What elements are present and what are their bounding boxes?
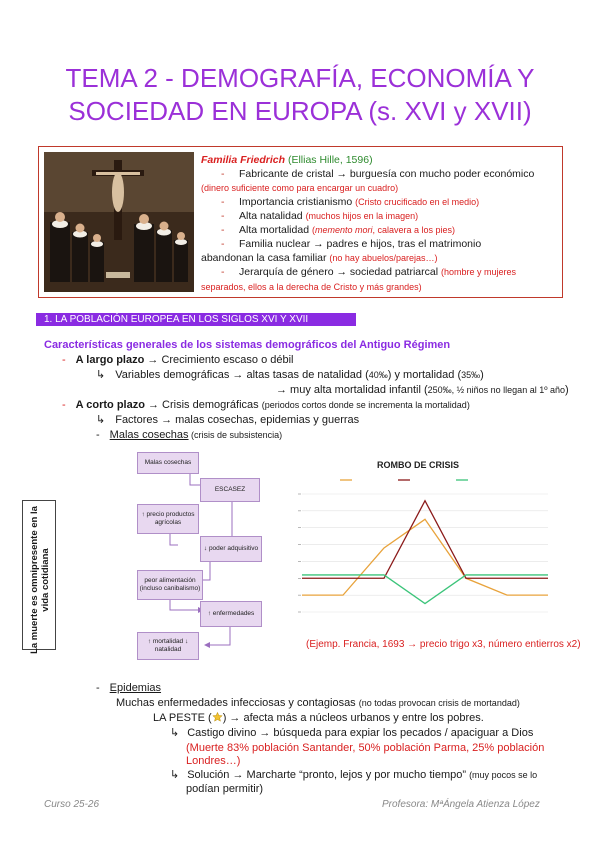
vertical-label: La muerte es omnipresente en la vida cotidiana — [29, 506, 51, 654]
flow-box-poder: ↓ poder adquisitivo — [200, 536, 262, 562]
familia-heading: Familia Friedrich — [201, 154, 286, 166]
bullet-malas: - Malas cosechas (crisis de subsistencia) — [96, 429, 283, 441]
section-heading: 1. LA POBLACIÓN EUROPEA EN LOS SIGLOS XVI Y XVII — [36, 313, 356, 326]
vertical-label-box — [22, 500, 56, 654]
bullet-epidemias: - Epidemias — [96, 682, 162, 694]
chart-title: ROMBO DE CRISIS — [376, 460, 460, 470]
chart-series-line-2 — [302, 501, 548, 579]
page-title — [0, 62, 600, 128]
epidemias-castigo: ↳ Castigo divino → búsqueda para expiar los pecados / apaciguar a Dios — [170, 727, 534, 739]
familia-item: - Importancia cristianismo (Cristo crucificado en el medio) — [221, 196, 480, 208]
title-line-2: SOCIEDAD EN EUROPA (s. XVI y XVII) — [68, 96, 532, 126]
familia-author: (Ellias Hille, 1596) — [287, 154, 373, 166]
footer-teacher: Profesora: MªÁngela Atienza López — [382, 799, 540, 810]
flow-box-alimentacion: peor alimentación (incluso canibalismo) — [137, 570, 203, 600]
familia-item: - Alta mortalidad (memento mori, calavera a los pies) — [221, 224, 456, 236]
chart-series — [302, 501, 548, 604]
familia-item: - Jerarquía de género → sociedad patriarcal (hombre y mujeres — [221, 266, 516, 278]
epidemias-solucion-note: podían permitir) — [186, 783, 264, 795]
flow-box-malas-cosechas: Malas cosechas — [137, 452, 199, 474]
chart-series-line-3 — [302, 575, 548, 604]
familia-note: (dinero suficiente como para encargar un cuadro) — [201, 183, 399, 193]
familia-item: - Fabricante de cristal → burguesía con mucho poder económico — [221, 168, 535, 180]
flow-box-precio: ↑ precio productos agrícolas — [137, 504, 199, 534]
familia-item: - Alta natalidad (muchos hijos en la imagen) — [221, 210, 419, 222]
flow-box-enfermedades: ↑ enfermedades — [200, 601, 262, 627]
chart-caption: (Ejemp. Francia, 1693 → precio trigo x3, número entierros x2) — [306, 639, 581, 650]
epidemias-castigo-note: Londres…) — [186, 755, 241, 767]
familia-heading-line — [201, 153, 373, 167]
painting-image — [44, 152, 194, 292]
familia-note: separados, ellos a la derecha de Cristo y más grandes) — [201, 282, 422, 292]
bullet-largo: - A largo plazo → Crecimiento escaso o débil — [62, 354, 294, 366]
bullet-factores: ↳ Factores → malas cosechas, epidemias y guerras — [96, 414, 360, 426]
flow-box-mortalidad: ↑ mortalidad ↓ natalidad — [137, 632, 199, 660]
epidemias-line1: Muchas enfermedades infecciosas y contagiosas (no todas provocan crisis de mortandad) — [116, 697, 520, 709]
familia-item-cont: abandonan la casa familiar (no hay abuelos/parejas…) — [201, 252, 438, 264]
bullet-corto: - A corto plazo → Crisis demográficas (periodos cortos donde se incrementa la mortalidad) — [62, 399, 470, 411]
familia-item: - Familia nuclear → padres e hijos, tras el matrimonio — [221, 238, 482, 250]
footer-course: Curso 25-26 — [44, 799, 100, 810]
bullet-variables: ↳ Variables demográficas → altas tasas de natalidad (40‰) y mortalidad (35‰) — [96, 369, 484, 381]
epidemias-peste: LA PESTE ( ) → afecta más a núcleos urbanos y entre los pobres. — [153, 712, 484, 724]
flow-box-escasez: ESCASEZ — [200, 478, 260, 502]
crisis-chart — [280, 460, 555, 635]
star-icon — [212, 712, 223, 722]
chart-series-line-1 — [302, 519, 548, 595]
title-line-1: TEMA 2 - DEMOGRAFÍA, ECONOMÍA Y — [65, 63, 535, 93]
epidemias-solucion: ↳ Solución → Marcharte “pronto, lejos y por mucho tiempo” (muy pocos se lo — [170, 769, 538, 781]
epidemias-castigo-note: (Muerte 83% población Santander, 50% población Parma, 25% población — [186, 742, 545, 754]
subheading: Características generales de los sistemas demográficos del Antiguo Régimen — [44, 339, 451, 351]
chart-grid — [298, 494, 548, 612]
bullet-infantil: → muy alta mortalidad infantil (250‰, ½ niños no llegan al 1º año) — [276, 384, 569, 396]
